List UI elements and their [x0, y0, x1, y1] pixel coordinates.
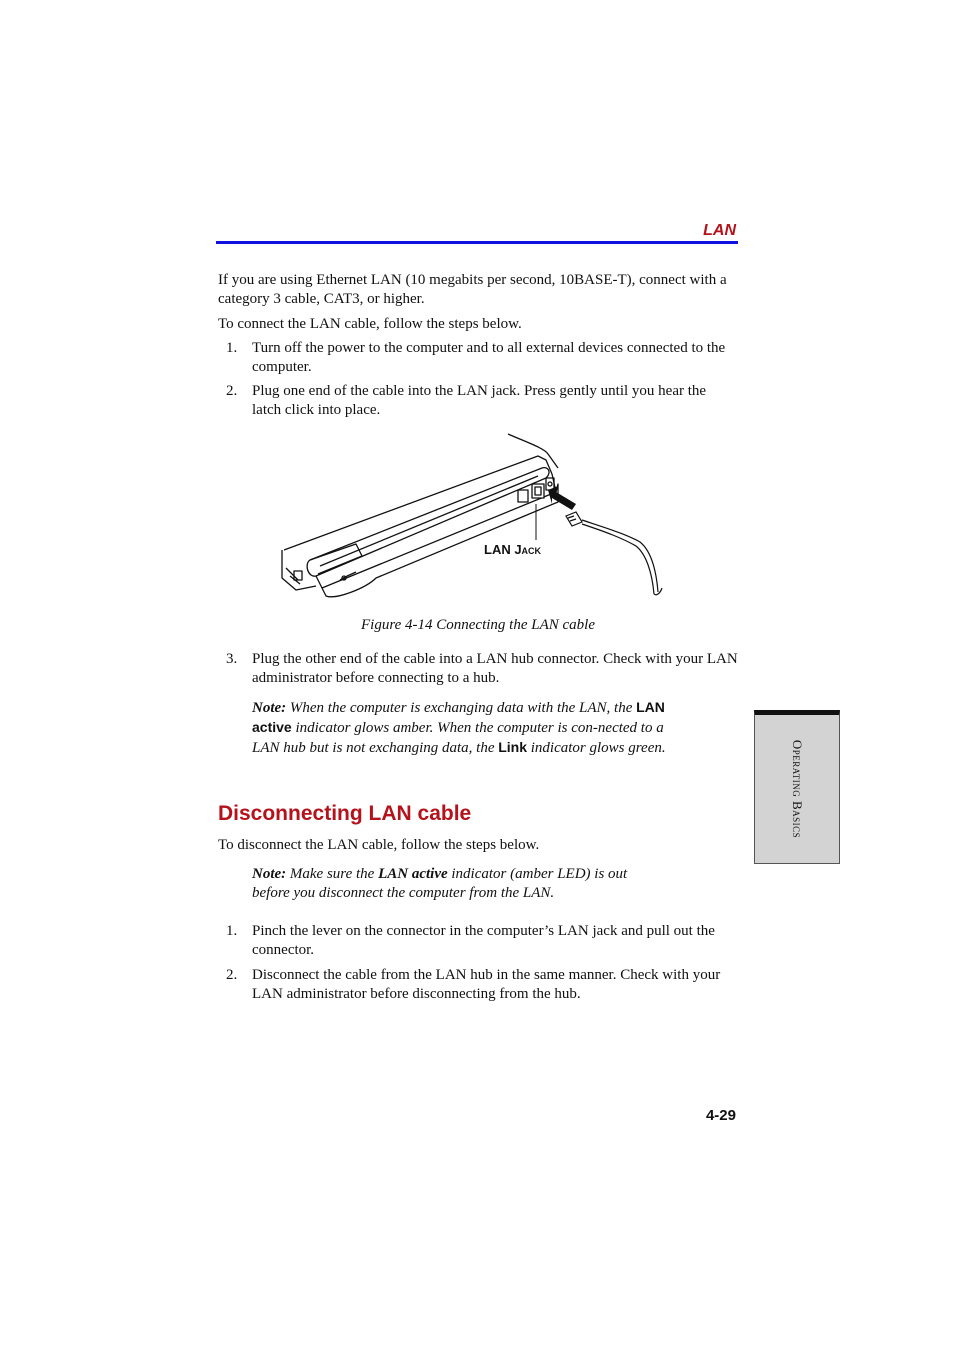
- running-header-title: LAN: [703, 222, 736, 239]
- step-number: 2.: [226, 967, 238, 983]
- figure-caption: Figure 4-14 Connecting the LAN cable: [361, 617, 595, 633]
- lan-active-indicator-name: LAN active: [252, 699, 665, 735]
- section-heading: Disconnecting LAN cable: [218, 802, 472, 825]
- note-text: indicator glows green.: [527, 740, 666, 756]
- note-text: When the computer is exchanging data with the LAN, the: [286, 700, 637, 716]
- step-number: 1.: [226, 923, 238, 939]
- laptop-lan-illustration: [276, 428, 676, 603]
- note-lead: Note:: [252, 700, 287, 716]
- note-text: indicator (amber LED) is out before you disconnect the computer from the LAN.: [252, 866, 628, 901]
- figure-callout-label: LAN Jack: [484, 542, 542, 557]
- step-number: 3.: [226, 651, 238, 667]
- step-text: Turn off the power to the computer and to all external devices connected to the computer.: [252, 340, 726, 375]
- note-text: Make sure the: [286, 866, 379, 882]
- page-number: 4-29: [705, 1107, 736, 1124]
- step-text: Disconnect the cable from the LAN hub in the same manner. Check with your LAN administrator before disconnecting from the hub.: [252, 967, 721, 1002]
- note-lead: Note:: [252, 866, 287, 882]
- intro-instruction: To connect the LAN cable, follow the steps below.: [218, 316, 522, 332]
- disconnect-intro: To disconnect the LAN cable, follow the steps below.: [218, 837, 540, 853]
- note-lan-indicators: [252, 698, 692, 758]
- step-text: Plug one end of the cable into the LAN jack. Press gently until you hear the latch click into place.: [252, 383, 707, 418]
- step-text: Plug the other end of the cable into a LAN hub connector. Check with your LAN administrator before connecting to a hub.: [252, 651, 738, 686]
- chapter-tab-label: Operating Basics: [790, 739, 805, 839]
- note-disconnect: [252, 865, 662, 903]
- link-indicator-name: Link: [498, 739, 528, 755]
- header-rule: [216, 241, 738, 244]
- step-number: 2.: [226, 383, 238, 399]
- step-number: 1.: [226, 340, 238, 356]
- chapter-side-tab: [754, 710, 840, 864]
- step-text: Pinch the lever on the connector in the computer’s LAN jack and pull out the connector.: [252, 923, 715, 958]
- note-text: indicator glows amber. When the computer is con-nected to a LAN hub but is not exchanging data, the: [252, 720, 664, 756]
- lan-active-indicator-name: LAN active: [378, 866, 448, 882]
- intro-paragraph: If you are using Ethernet LAN (10 megabits per second, 10BASE-T), connect with a category 3 cable, CAT3, or higher.: [218, 272, 727, 307]
